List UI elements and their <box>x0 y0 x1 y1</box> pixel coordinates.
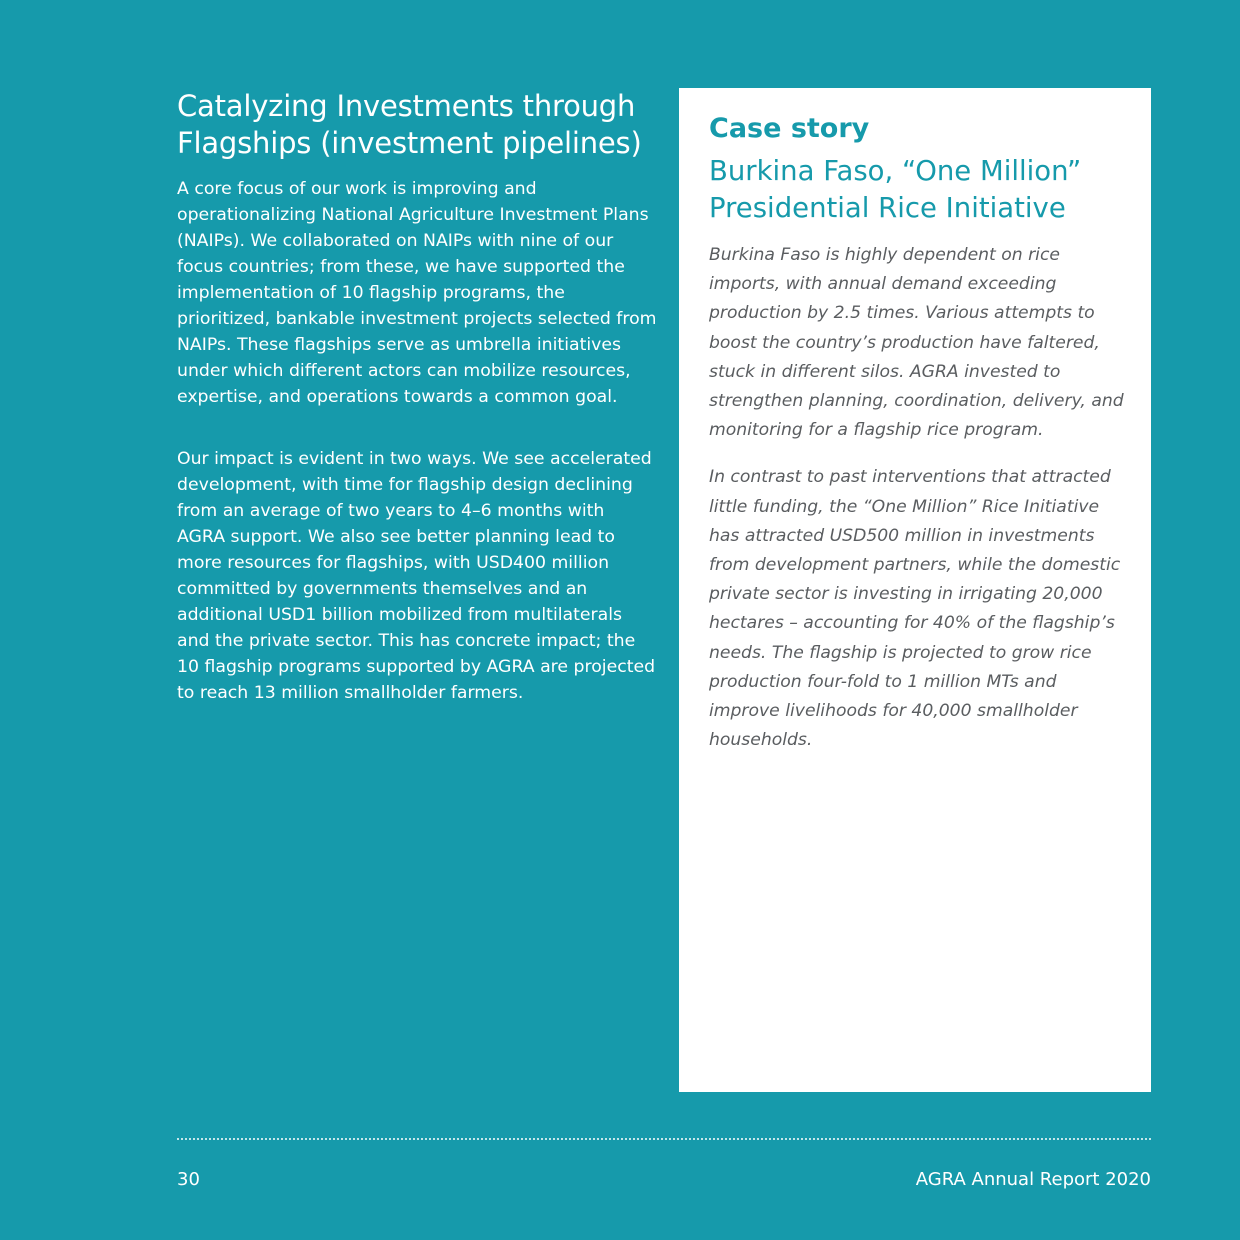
section-title-line1: Catalyzing Investments through <box>177 89 636 123</box>
main-column <box>177 88 657 706</box>
case-story-title-line1: Burkina Faso, “One Million” <box>709 155 1082 187</box>
report-name: AGRA Annual Report 2020 <box>915 1169 1151 1190</box>
case-story-paragraph-2: In contrast to past interventions that attracted little funding, the “One Million” Rice Initiative has attracted USD500 million in investments from development partners, while the domestic private sector is investing in irrigating 20,000 hectares – accounting for 40% of the flagship’s needs. The flagship is projected to grow rice production four-fold to 1 million MTs and improve livelihoods for 40,000 smallholder households. <box>709 467 1121 751</box>
section-title-line2: Flagships (investment pipelines) <box>177 126 642 160</box>
body-paragraph-2: Our impact is evident in two ways. We see accelerated development, with time for flagship design declining from an average of two years to 4–6 months with AGRA support. We also see better planning lead to more resources for flagships, with USD400 million committed by governments themselves and an additional USD1 billion mobilized from multilaterals and the private sector. This has concrete impact; the 10 flagship programs supported by AGRA are projected to reach 13 million smallholder farmers. <box>177 449 656 703</box>
body-paragraph-1: A core focus of our work is improving and operationalizing National Agriculture Investment Plans (NAIPs). We collaborated on NAIPs with nine of our focus countries; from these, we have supported the implementation of 10 flagship programs, the prioritized, bankable investment projects selected from NAIPs. These flagships serve as umbrella initiatives under which different actors can mobilize resources, expertise, and operations towards a common goal. <box>177 179 657 407</box>
case-story-paragraph-1: Burkina Faso is highly dependent on rice imports, with annual demand exceeding production by 2.5 times. Various attempts to boost the country’s production have faltered, stuck in different silos. AGRA invested to strengthen planning, coordination, delivery, and monitoring for a flagship rice program. <box>709 245 1124 441</box>
case-story-label: Case story <box>709 113 870 144</box>
section-title <box>177 88 657 162</box>
footer-divider <box>177 1138 1151 1140</box>
case-story-box <box>679 88 1151 1092</box>
case-story-title-line2: Presidential Rice Initiative <box>709 192 1066 224</box>
case-story-title <box>709 153 1127 227</box>
page-number: 30 <box>177 1169 200 1190</box>
